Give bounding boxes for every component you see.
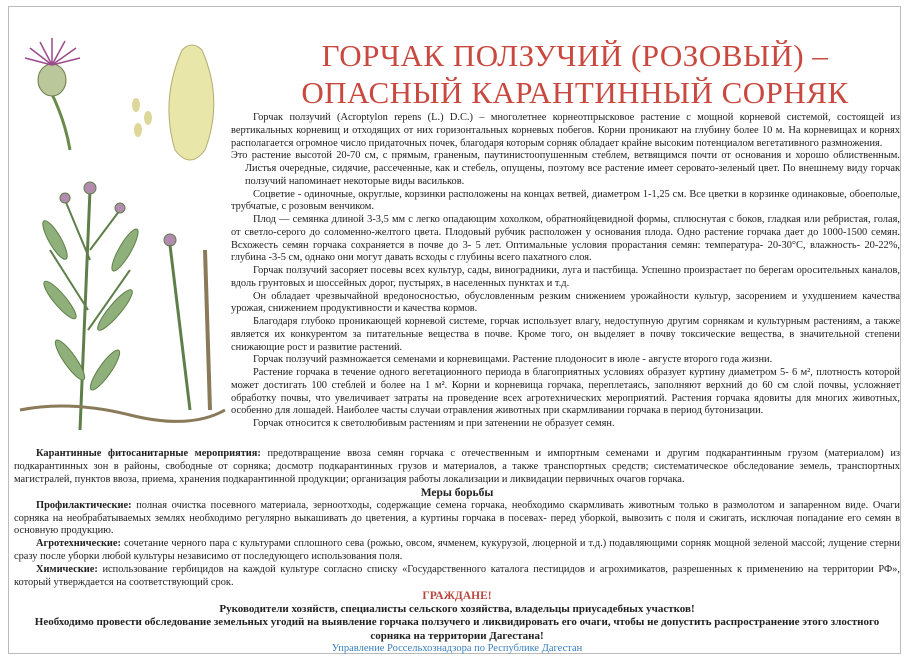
paragraph-overview: Горчак ползучий (Acroptylon repens (L.) D.C.) – многолетнее корнеотпрысковое растение с мощной корневой системой, состоящей из вертикальных корневищ и отходящих от них горизонтальных корневых побегов. Корни проникают на глубину более 10 м. На корневищах и корнях располагается огромное число придаточных почек, благодаря которым сорняк обладает крайне высоким потенциалом вегетативного размножения. [231,112,900,149]
paragraph-light: Горчак относится к светолюбивым растениям и при затенении не образует семян. [253,418,615,429]
measure-text: сочетание черного пара с культурами сплошного сева (рожью, овсом, ячменем, кукурузой, люцерной и т.д.) подавляющими сорняк мощной зеленой массой; лущение стерни сразу после уборки любой культуры независимо от последующего использования поля. [14,538,900,563]
paragraph-growth: Растение горчака в течение одного вегетационного периода в благоприятных условиях образует куртину диаметром 5- 6 м², плотность которой может достигать 100 стеблей и более на 1 м². Корни и корневища горчака, переплетаясь, заполняют верхний до 60 см слой почвы, усложняет обработку почвы, что увеличивает затраты на проведение всех агротехнических мероприятий. Растения горчака ядовиты для многих животных, особенно для лошадей. Наиболее часты случаи отравления животных при скармливании горчака в период бутонизации. [231,367,900,417]
agency-signature: Управление Россельхознадзора по Республике Дагестан [331,643,583,655]
plant-illustration [10,10,230,440]
plant-drawing [20,182,225,430]
paragraph-habitat: Горчак ползучий засоряет посевы всех культур, сады, виноградники, луга и пастбища. Успешно произрастает по берегам оросительных каналов, вдоль грунтовых и шоссейных дорог, пустырях, в населенных пунктах и т.д. [231,265,900,289]
measure-preventive [14,500,900,539]
citizens-heading: ГРАЖДАНЕ! [422,589,492,602]
measures-section [14,448,900,656]
paragraph-reproduction: Горчак ползучий размножается семенами и корневищами. Растение плодоносит в июле - августе второго года жизни. [253,354,773,366]
flower-head-drawing [25,38,80,150]
measure-agrotechnical [14,538,900,564]
description-section [231,112,900,431]
title-line-1: ГОРЧАК ПОЛЗУЧИЙ (РОЗОВЫЙ) – [321,38,829,73]
quarantine-text: предотвращение ввоза семян горчака с отечественным и импортным семенами и другим подкарантинным грузом (материалом) из подкарантинных зон в районы, свободные от сорняка; досмотр подкарантинных грузов и материалов, а также транспортных средств; систематическое обследование земель, транспортных магистралей, пунктов ввоза, приема, хранения подкарантинной продукции; организация работы локализации и ликвидации первичных очагов горчака. [14,448,900,485]
measure-label: Агротехнические: [36,538,121,550]
paragraph-fruit: Плод — семянка длиной 3-3,5 мм с легко опадающим хохолком, обратнояйцевидной формы, сплюснутая с боков, гладкая или ребристая, голая, от светло-серого до соломенно-желтого цвета. Плодовый рубчик расположен у основания плода. Одно растение горчака дает до 1000-1500 семян. Всхожесть семян горчака сохраняется в почве до 3- 5 лет. Оптимальные условия прорастания семян: температура- 20-30°С, влажность- 20-22%, глубина -3-5 см, однако они могут давать всходы с глубины всего пахатного слоя. [231,214,900,264]
quarantine-paragraph [14,448,900,487]
measure-chemical [14,564,900,590]
appeal-line-1: Руководители хозяйств, специалисты сельского хозяйства, владельцы приусадебных участков! [219,602,695,615]
paragraph-harm: Он обладает чрезвычайной вредоносностью, обусловленным резким снижением урожайности культур, засорением и ухудшением качества урожая, снижением продуктивности и качества кормов. [231,290,900,315]
measure-text: использование гербицидов на каждой культуре согласно списку «Государственного каталога пестицидов и агрохимикатов, разрешенных к применению на территории РФ», который утверждается на соответствующий срок. [14,564,900,589]
seed-drawing [132,45,214,160]
appeal-line-2: Необходимо провести обследование земельных угодий на выявление горчака ползучего и ликвидировать его очаги, чтобы не допустить распространение этого злостного сорняка на территории Дагестана! [34,616,880,642]
paragraph-roots: Благодаря глубоко проникающей корневой системе, горчак использует влагу, недоступную другим сорнякам и культурным растениям, а также является их конкурентом за питательные вещества в почве. Кроме того, он выделяет в почву токсические вещества, в значительной степени снижающие рост и развитие растений. [231,316,900,353]
paragraph-stem: Это растение высотой 20-70 см, с прямым, граненым, паутинистоопушенным стеблем, ветвящимся почти от основания и хорошо облиственным. Листья очередные, сидячие, рассеченные, как и стебель, опущены, поэтому все растение имеет серовато-зеленый цвет. По внешнему виду горчак ползучий напоминает некоторые виды васильков. [231,150,900,187]
measures-heading: Меры борьбы [420,486,494,499]
quarantine-label: Карантинные фитосанитарные мероприятия: [36,448,261,459]
title-line-2: ОПАСНЫЙ КАРАНТИННЫЙ СОРНЯК [301,75,849,110]
measure-label: Профилактические: [36,499,132,511]
paragraph-inflorescence: Соцветие - одиночные, округлые, корзинки расположены на концах ветвей, диаметром 1-1,25 см. Все цветки в корзинке одинаковые, обоеполые, трубчатые, с розовым венчиком. [231,188,900,213]
measure-label: Химические: [36,564,98,576]
measure-text: полная очистка посевного материала, зерноотходы, содержащие семена горчака, необходимо скармливать животным только в размолотом и запаренном виде. Очаги сорняка на необрабатываемых землях необходимо регулярно выкашивать до цветения, а куртины горчака в посевах- перед уборкой, вывозить с поля и сжигать, исключая попадание его семян в основную продукцию. [14,499,900,537]
